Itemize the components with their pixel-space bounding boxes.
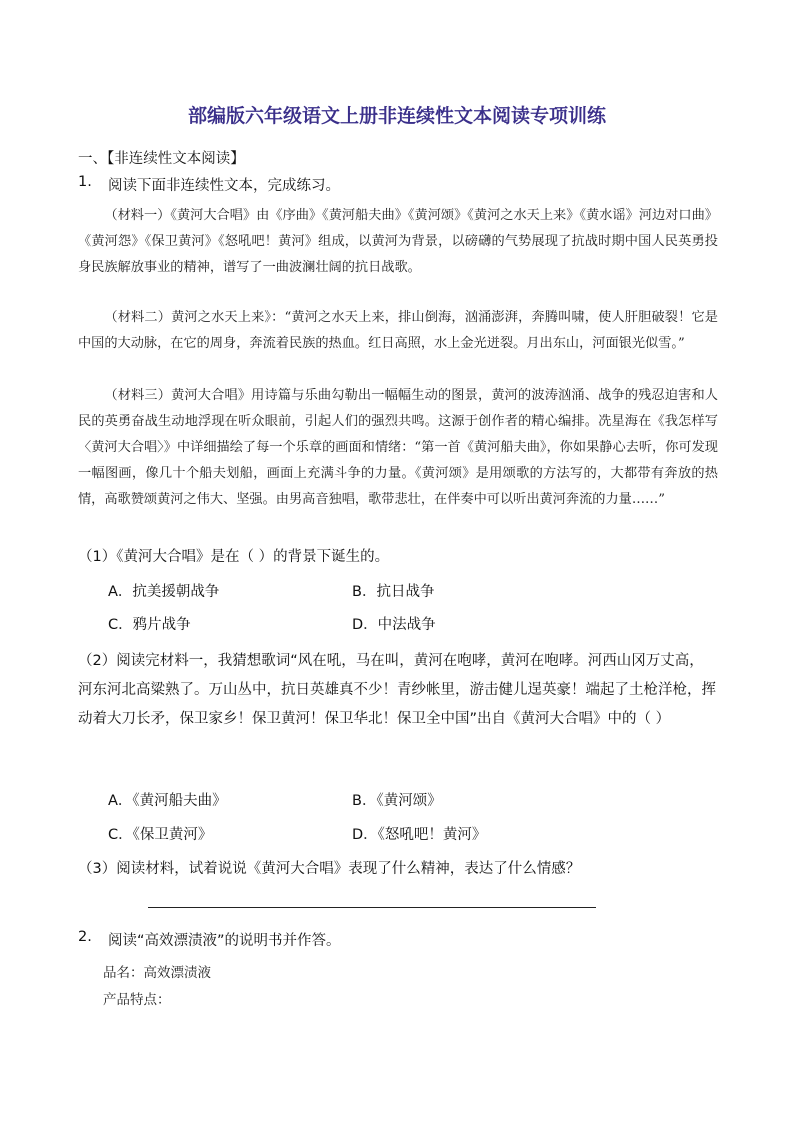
sub-question-2-option-a[interactable]: A．《黄河船夫曲》: [108, 793, 227, 809]
sub-question-1-stem: （1）《黄河大合唱》是在（ ）的背景下诞生的。: [78, 549, 390, 565]
question-1-prompt: 阅读下面非连续性文本，完成练习。: [108, 178, 340, 194]
product-features-label: 产品特点：: [103, 992, 171, 1008]
question-1-number: 1.: [78, 174, 92, 190]
question-2-prompt: 阅读“高效漂渍液”的说明书并作答。: [108, 933, 341, 949]
answer-line[interactable]: [148, 907, 596, 908]
sub-question-1-option-b[interactable]: B．抗日战争: [352, 584, 435, 600]
material-3: [78, 383, 718, 513]
sub-question-1-option-d[interactable]: D．中法战争: [352, 617, 436, 633]
question-2-number: 2.: [78, 929, 92, 945]
section-heading: 一、【非连续性文本阅读】: [78, 151, 245, 167]
product-name: 品名：高效漂渍液: [103, 965, 211, 981]
material-1: [78, 203, 718, 281]
material-2-text: （材料二）黄河之水天上来》：“黄河之水天上来，排山倒海，汹涌澎湃，奔腾叫啸，使人肝胆破裂！它是中国的大动脉，在它的周身，奔流着民族的热血。红日高照，水上金光迸裂。月出东山，河面银光似雪。”: [78, 310, 718, 351]
sub-question-2-option-d[interactable]: D．《怒吼吧！黄河》: [352, 827, 487, 843]
sub-question-1-option-c[interactable]: C．鸦片战争: [108, 617, 191, 633]
page-title: 部编版六年级语文上册非连续性文本阅读专项训练: [187, 105, 606, 127]
sub-question-3-stem: （3）阅读材料，试着说说《黄河大合唱》表现了什么精神，表达了什么情感？: [78, 861, 581, 877]
sub-question-1-option-a[interactable]: A．抗美援朝战争: [108, 584, 220, 600]
material-2: [78, 305, 718, 357]
sub-question-2-option-c[interactable]: C．《保卫黄河》: [108, 827, 213, 843]
sub-question-2-option-b[interactable]: B．《黄河颂》: [352, 793, 442, 809]
material-3-text: （材料三）黄河大合唱》用诗篇与乐曲勾勒出一幅幅生动的图景，黄河的波涛汹涌、战争的残忍迫害和人民的英勇奋战生动地浮现在听众眼前，引起人们的强烈共鸣。这源于创作者的精心编排。冼星海在《我怎样写〈黄河大合唱〉》中详细描绘了每一个乐章的画面和情绪：“第一首《黄河船夫曲》，你如果静心去听，你可发现一幅图画，像几十个船夫划船，画面上充满斗争的力量。《黄河颂》是用颂歌的方法写的，大都带有奔放的热情，高歌赞颂黄河之伟大、坚强。由男高音独唱，歌带悲壮，在伴奏中可以听出黄河奔流的力量……”: [78, 388, 718, 507]
sub-question-2-stem: （2）阅读完材料一，我猜想歌词“风在吼，马在叫，黄河在咆哮，黄河在咆哮。河西山冈万丈高，河东河北高粱熟了。万山丛中，抗日英雄真不少！青纱帐里，游击健儿逞英豪！端起了土枪洋枪，挥动着大刀长矛，保卫家乡！保卫黄河！保卫华北！保卫全中国”出自《黄河大合唱》中的（ ）: [78, 653, 716, 727]
material-1-text: （材料一）《黄河大合唱》由《序曲》《黄河船夫曲》《黄河颂》《黄河之水天上来》《黄水谣》河边对口曲》《黄河怨》《保卫黄河》《怒吼吧！黄河》组成，以黄河为背景，以磅礴的气势展现了抗战时期中国人民英勇投身民族解放事业的精神，谱写了一曲波澜壮阔的抗日战歌。: [78, 208, 718, 275]
